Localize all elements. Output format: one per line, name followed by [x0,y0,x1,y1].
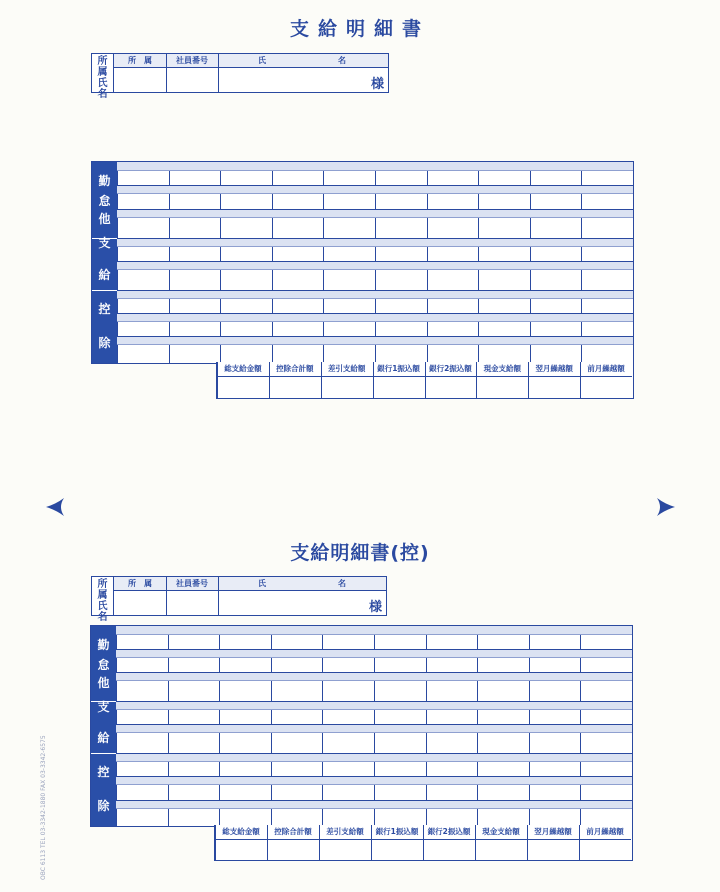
header-name-1: 氏 [258,56,266,65]
copy-totals-header-cell: 翌月繰越額 [527,825,579,840]
row-line [117,261,633,262]
totals-column-line [373,362,374,398]
copy-shaded-item-row [116,800,632,809]
copy-row-line [116,649,632,650]
shaded-item-row [117,313,633,322]
copy-totals-header-cell: 総支給金額 [215,825,267,840]
copy-totals-column-line [371,825,372,860]
cut-mark-right-icon [655,498,677,516]
margin-print-info: OBC 6113 TEL 03-3342-1880 FAX 03-3342-6575 [40,735,47,880]
sidebar-divider [92,290,117,291]
copy-shaded-item-row [116,753,632,762]
copy-shaded-item-row [116,701,632,710]
shaded-item-row [117,209,633,218]
totals-header-cell: 前月繰越額 [580,362,632,377]
header-side-text: 所属氏名 [97,56,108,100]
copy-honorific-sama: 様 [368,600,382,615]
totals-header-cell: 差引支給額 [321,362,373,377]
totals-table [216,362,634,399]
header-employee-no: 社員番号 [176,56,208,65]
copy-sidebar-label: 除 [97,799,110,814]
copy-totals-table [214,825,633,861]
copy-header-name-2: 名 [338,579,346,588]
copy-header-name-1: 氏 [258,579,266,588]
page-title: 支給明細書 [289,18,430,40]
copy-title: 支給明細書(控) [290,542,430,564]
copy-totals-column-line [527,825,528,860]
totals-column-line [425,362,426,398]
header-affiliation: 所 属 [128,56,152,65]
copy-sidebar-divider [91,753,116,754]
copy-row-line [91,701,632,702]
shaded-item-row [117,162,633,171]
totals-column-line [476,362,477,398]
sidebar-label: 支 [98,236,111,250]
copy-totals-column-line [423,825,424,860]
totals-column-line [321,362,322,398]
employee-header-box [91,53,389,100]
copy-totals-column-line [579,825,580,860]
copy-sidebar-label: 勤 [97,637,110,652]
row-line [117,209,633,210]
totals-header-cell: 現金支給額 [476,362,528,377]
sidebar-label: 除 [98,336,111,350]
totals-column-line [217,362,218,398]
copy-header-side-text: 所属氏名 [97,579,108,623]
row-line [117,185,633,186]
copy-row-line [116,672,632,673]
copy-row-line [91,753,632,754]
totals-header-cell: 銀行1振込額 [373,362,425,377]
copy-totals-column-line [319,825,320,860]
copy-sidebar-label: 怠 [97,657,110,672]
shaded-item-row [117,290,633,299]
payslip-grid [91,161,634,364]
copy-sidebar-label: 控 [97,765,110,780]
row-line [117,336,633,337]
copy-totals-header-cell: 銀行2振込額 [423,825,475,840]
row-line [92,290,633,291]
copy-totals-column-line [475,825,476,860]
totals-column-line [269,362,270,398]
copy-employee-header-box [91,576,387,623]
copy-totals-header-cell: 銀行1振込額 [371,825,423,840]
totals-header-cell: 翌月繰越額 [528,362,580,377]
sidebar-label: 勤 [98,174,111,188]
copy-payslip-grid [90,625,633,827]
copy-row-line [116,724,632,725]
header-divider [218,54,219,92]
totals-header-cell: 総支給金額 [217,362,269,377]
sidebar-label: 怠 [98,194,111,208]
cut-mark-left-icon [44,498,66,516]
totals-column-line [580,362,581,398]
totals-header-cell: 銀行2振込額 [425,362,477,377]
copy-shaded-item-row [116,776,632,785]
copy-totals-column-line [267,825,268,860]
totals-column-line [528,362,529,398]
copy-row-line [116,776,632,777]
shaded-item-row [117,261,633,270]
row-line [117,313,633,314]
copy-shaded-item-row [116,672,632,681]
copy-totals-header-cell: 前月繰越額 [579,825,631,840]
copy-sidebar-label: 給 [97,731,110,746]
copy-totals-column-line [215,825,216,860]
shaded-item-row [117,185,633,194]
row-line [92,238,633,239]
copy-sidebar-label: 支 [97,699,110,714]
copy-row-line [116,800,632,801]
honorific-sama: 様 [370,77,384,92]
copy-header-employee-no: 社員番号 [176,579,208,588]
copy-shaded-item-row [116,724,632,733]
copy-totals-header-cell: 現金支給額 [475,825,527,840]
shaded-item-row [117,336,633,345]
copy-shaded-item-row [116,649,632,658]
copy-header-divider [218,577,219,615]
header-name-2: 名 [338,56,346,65]
copy-header-affiliation: 所 属 [128,579,152,588]
sidebar-label: 控 [98,302,111,316]
copy-header-side-label [92,577,114,623]
copy-totals-header-cell: 控除合計額 [267,825,319,840]
sidebar-label: 給 [98,268,111,282]
copy-shaded-item-row [116,626,632,635]
header-side-label [92,54,114,100]
totals-header-cell: 控除合計額 [269,362,321,377]
copy-sidebar-label: 他 [97,675,110,690]
copy-totals-header-cell: 差引支給額 [319,825,371,840]
sidebar-label: 他 [98,212,111,226]
shaded-item-row [117,238,633,247]
